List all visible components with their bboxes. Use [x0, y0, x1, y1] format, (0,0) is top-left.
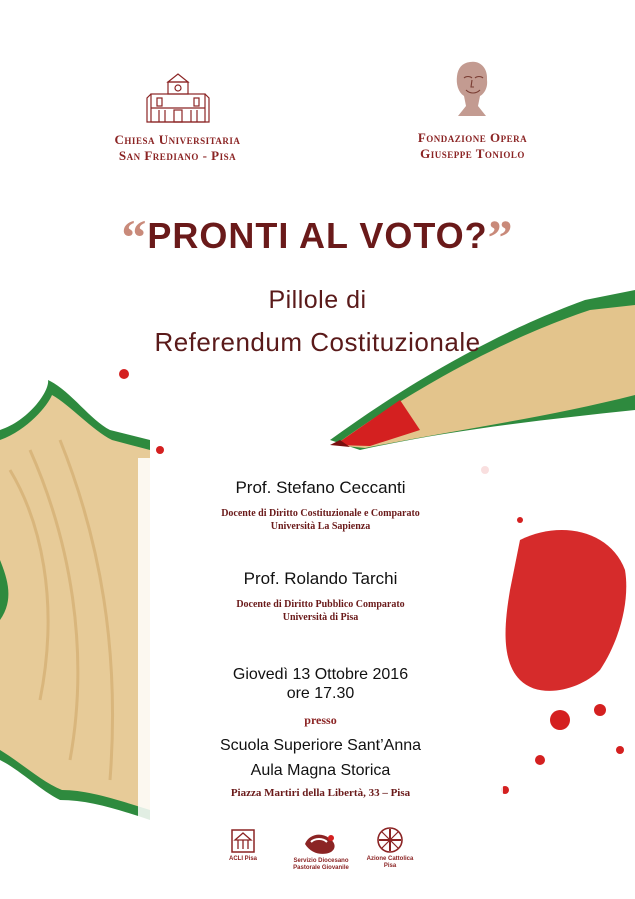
- close-quote: ”: [487, 209, 514, 265]
- event-date: Giovedì 13 Ottobre 2016: [232, 666, 409, 683]
- event-venue-1: Scuola Superiore Sant’Anna: [219, 737, 422, 754]
- pencil-shaving: [0, 380, 150, 820]
- acli-logo-icon: [230, 828, 256, 854]
- logo-right-line1: Fondazione Opera: [417, 130, 528, 145]
- sponsor-acli-label: ACLI Pisa: [228, 856, 257, 862]
- logo-fondazione-toniolo: [395, 58, 550, 162]
- speaker-2-role: Docente di Diritto Pubblico Comparato: [236, 599, 405, 610]
- sponsor-acli: [218, 828, 268, 863]
- sponsor-pastorale-label1: Servizio Diocesano: [293, 858, 349, 864]
- sponsor-ac-label2: Pisa: [383, 863, 397, 869]
- speaker-2-university: Università di Pisa: [282, 612, 359, 623]
- logo-left-line2: San Frediano - Pisa: [118, 148, 237, 163]
- church-facade-icon: [145, 68, 211, 126]
- logo-chiesa-universitaria: [100, 68, 255, 164]
- logo-left-line1: Chiesa Universitaria: [114, 132, 241, 147]
- pastorale-logo-icon: [301, 830, 341, 856]
- page-title: [0, 208, 635, 266]
- sponsor-ac-label1: Azione Cattolica: [366, 856, 414, 862]
- event-venue-2: Aula Magna Storica: [250, 762, 391, 779]
- speaker-1-university: Università La Sapienza: [270, 521, 371, 532]
- title-text: PRONTI AL VOTO?: [147, 215, 488, 256]
- subtitle-line2: Referendum Costituzionale: [154, 327, 481, 357]
- speaker-1-name: Prof. Stefano Ceccanti: [235, 478, 406, 497]
- event-time: ore 17.30: [286, 685, 355, 702]
- azione-cattolica-logo-icon: [376, 826, 404, 854]
- logo-right-line2: Giuseppe Toniolo: [420, 146, 525, 161]
- speaker-1-role: Docente di Diritto Costituzionale e Comparato: [221, 508, 420, 519]
- sponsor-azione-cattolica: [360, 826, 420, 870]
- portrait-icon: [442, 58, 504, 120]
- open-quote: “: [121, 209, 148, 265]
- sponsor-pastorale: [283, 830, 359, 872]
- sponsor-pastorale-label2: Pastorale Giovanile: [293, 865, 349, 871]
- event-address: Piazza Martiri della Libertà, 33 – Pisa: [230, 787, 411, 799]
- event-presso: presso: [304, 713, 337, 727]
- speaker-2-name: Prof. Rolando Tarchi: [243, 569, 398, 588]
- subtitle-line1: Pillole di: [268, 286, 367, 314]
